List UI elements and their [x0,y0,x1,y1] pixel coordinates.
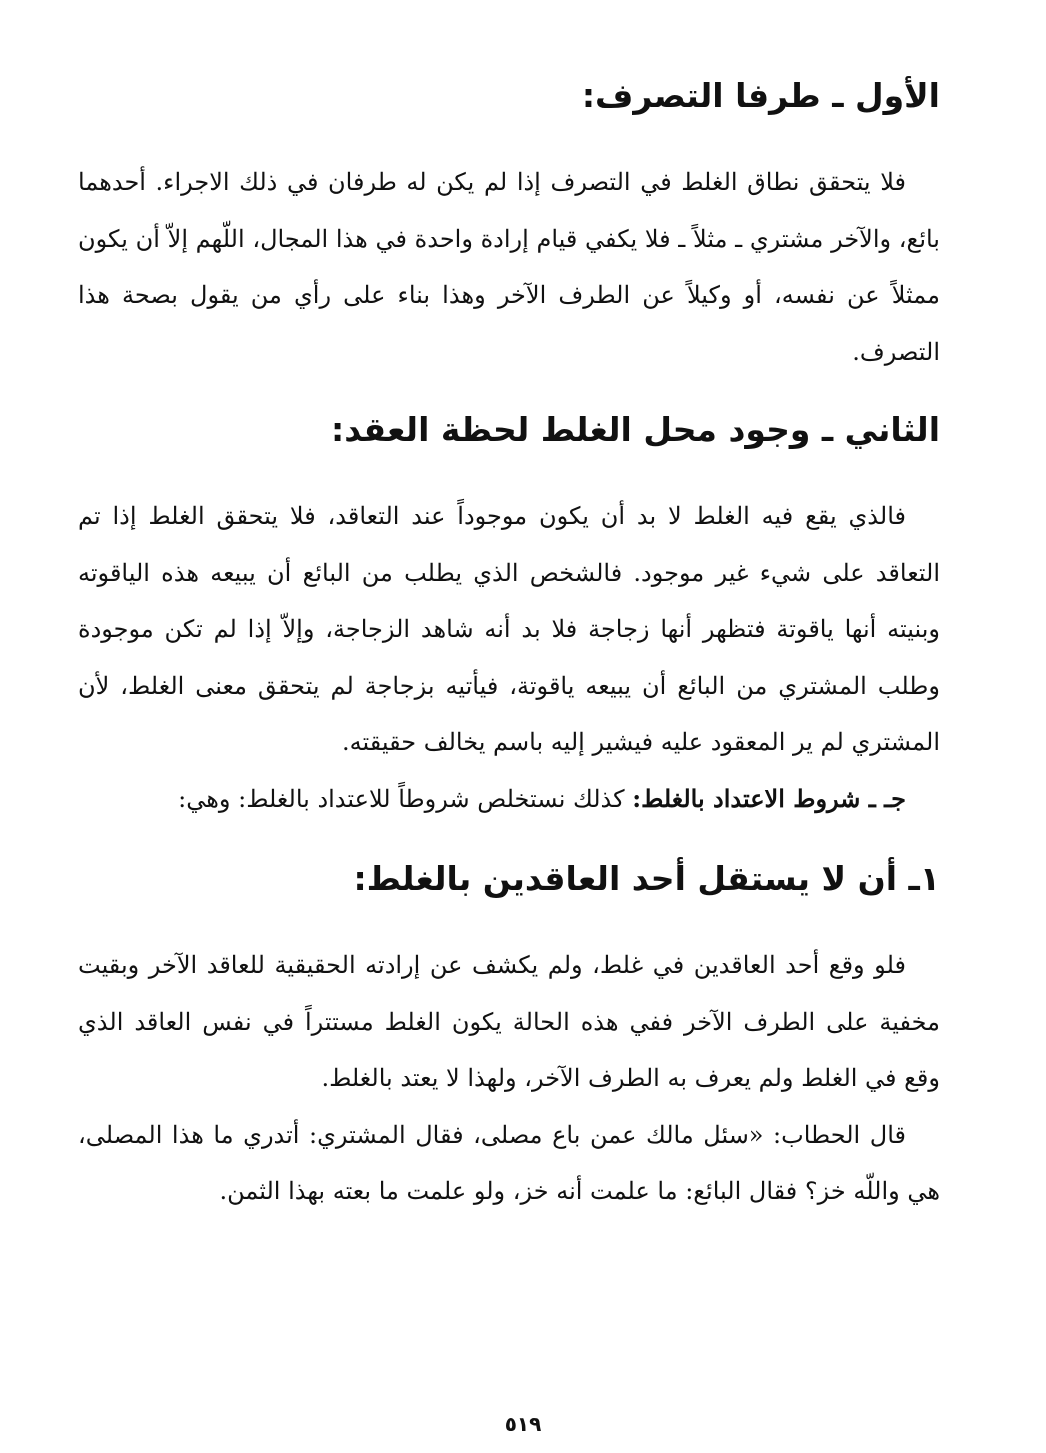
paragraph-quote-hattab: قال الحطاب: «سئل مالك عمن باع مصلى، فقال المشتري: أتدري ما هذا المصلى، هي واللّه خز؟ فقال البائع: ما علمت أنه خز، ولو علمت ما بعته بهذا الثمن. [78,1120,940,1205]
paragraph-contract-parties: فلا يتحقق نطاق الغلط في التصرف إذا لم يكن له طرفان في ذلك الاجراء. أحدهما بائع، والآخر مشتري ـ مثلاً ـ فلا يكفي قيام إرادة واحدة في هذا المجال، اللّهم إلاّ أن يكون ممثلاً عن نفسه، أو وكيلاً عن الطرف الآخر وهذا بناء على رأي من يقول بصحة هذا التصرف. [78,168,940,366]
paragraph-conditions [78,771,940,828]
page-body [78,60,940,1220]
section-heading-first: الأول ـ طرفا التصرف: [581,76,940,115]
conditions-label: جـ ـ شروط الاعتداد بالغلط: [632,783,906,813]
section-heading-condition-one: ١ـ أن لا يستقل أحد العاقدين بالغلط: [353,859,940,898]
page-number: ٥١٩ [504,1412,542,1436]
section-heading-second: الثاني ـ وجود محل الغلط لحظة العقد: [331,410,940,449]
conditions-text: كذلك نستخلص شروطاً للاعتداد بالغلط: وهي: [178,784,633,813]
paragraph-object-existence: فالذي يقع فيه الغلط لا بد أن يكون موجوداً عند التعاقد، فلا يتحقق الغلط إذا تم التعاقد على شيء غير موجود. فالشخص الذي يطلب من البائع أن يبيعه هذه الياقوته وبنيته أنها ياقوتة فتظهر أنها زجاجة فلا بد أنه شاهد الزجاجة، وإلاّ إذا لم تكن موجودة وطلب المشتري من البائع أن يبيعه ياقوتة، فيأتيه بزجاجة لم يتحقق معنى الغلط، لأن المشتري لم ير المعقود عليه فيشير إليه باسم يخالف حقيقته. [78,502,940,756]
paragraph-hidden-mistake: فلو وقع أحد العاقدين في غلط، ولم يكشف عن إرادته الحقيقية للعاقد الآخر وبقيت مخفية على الطرف الآخر ففي هذه الحالة يكون الغلط مستتراً في نفس العاقد الذي وقع في الغلط ولم يعرف به الطرف الآخر، ولهذا لا يعتد بالغلط. [78,951,940,1092]
